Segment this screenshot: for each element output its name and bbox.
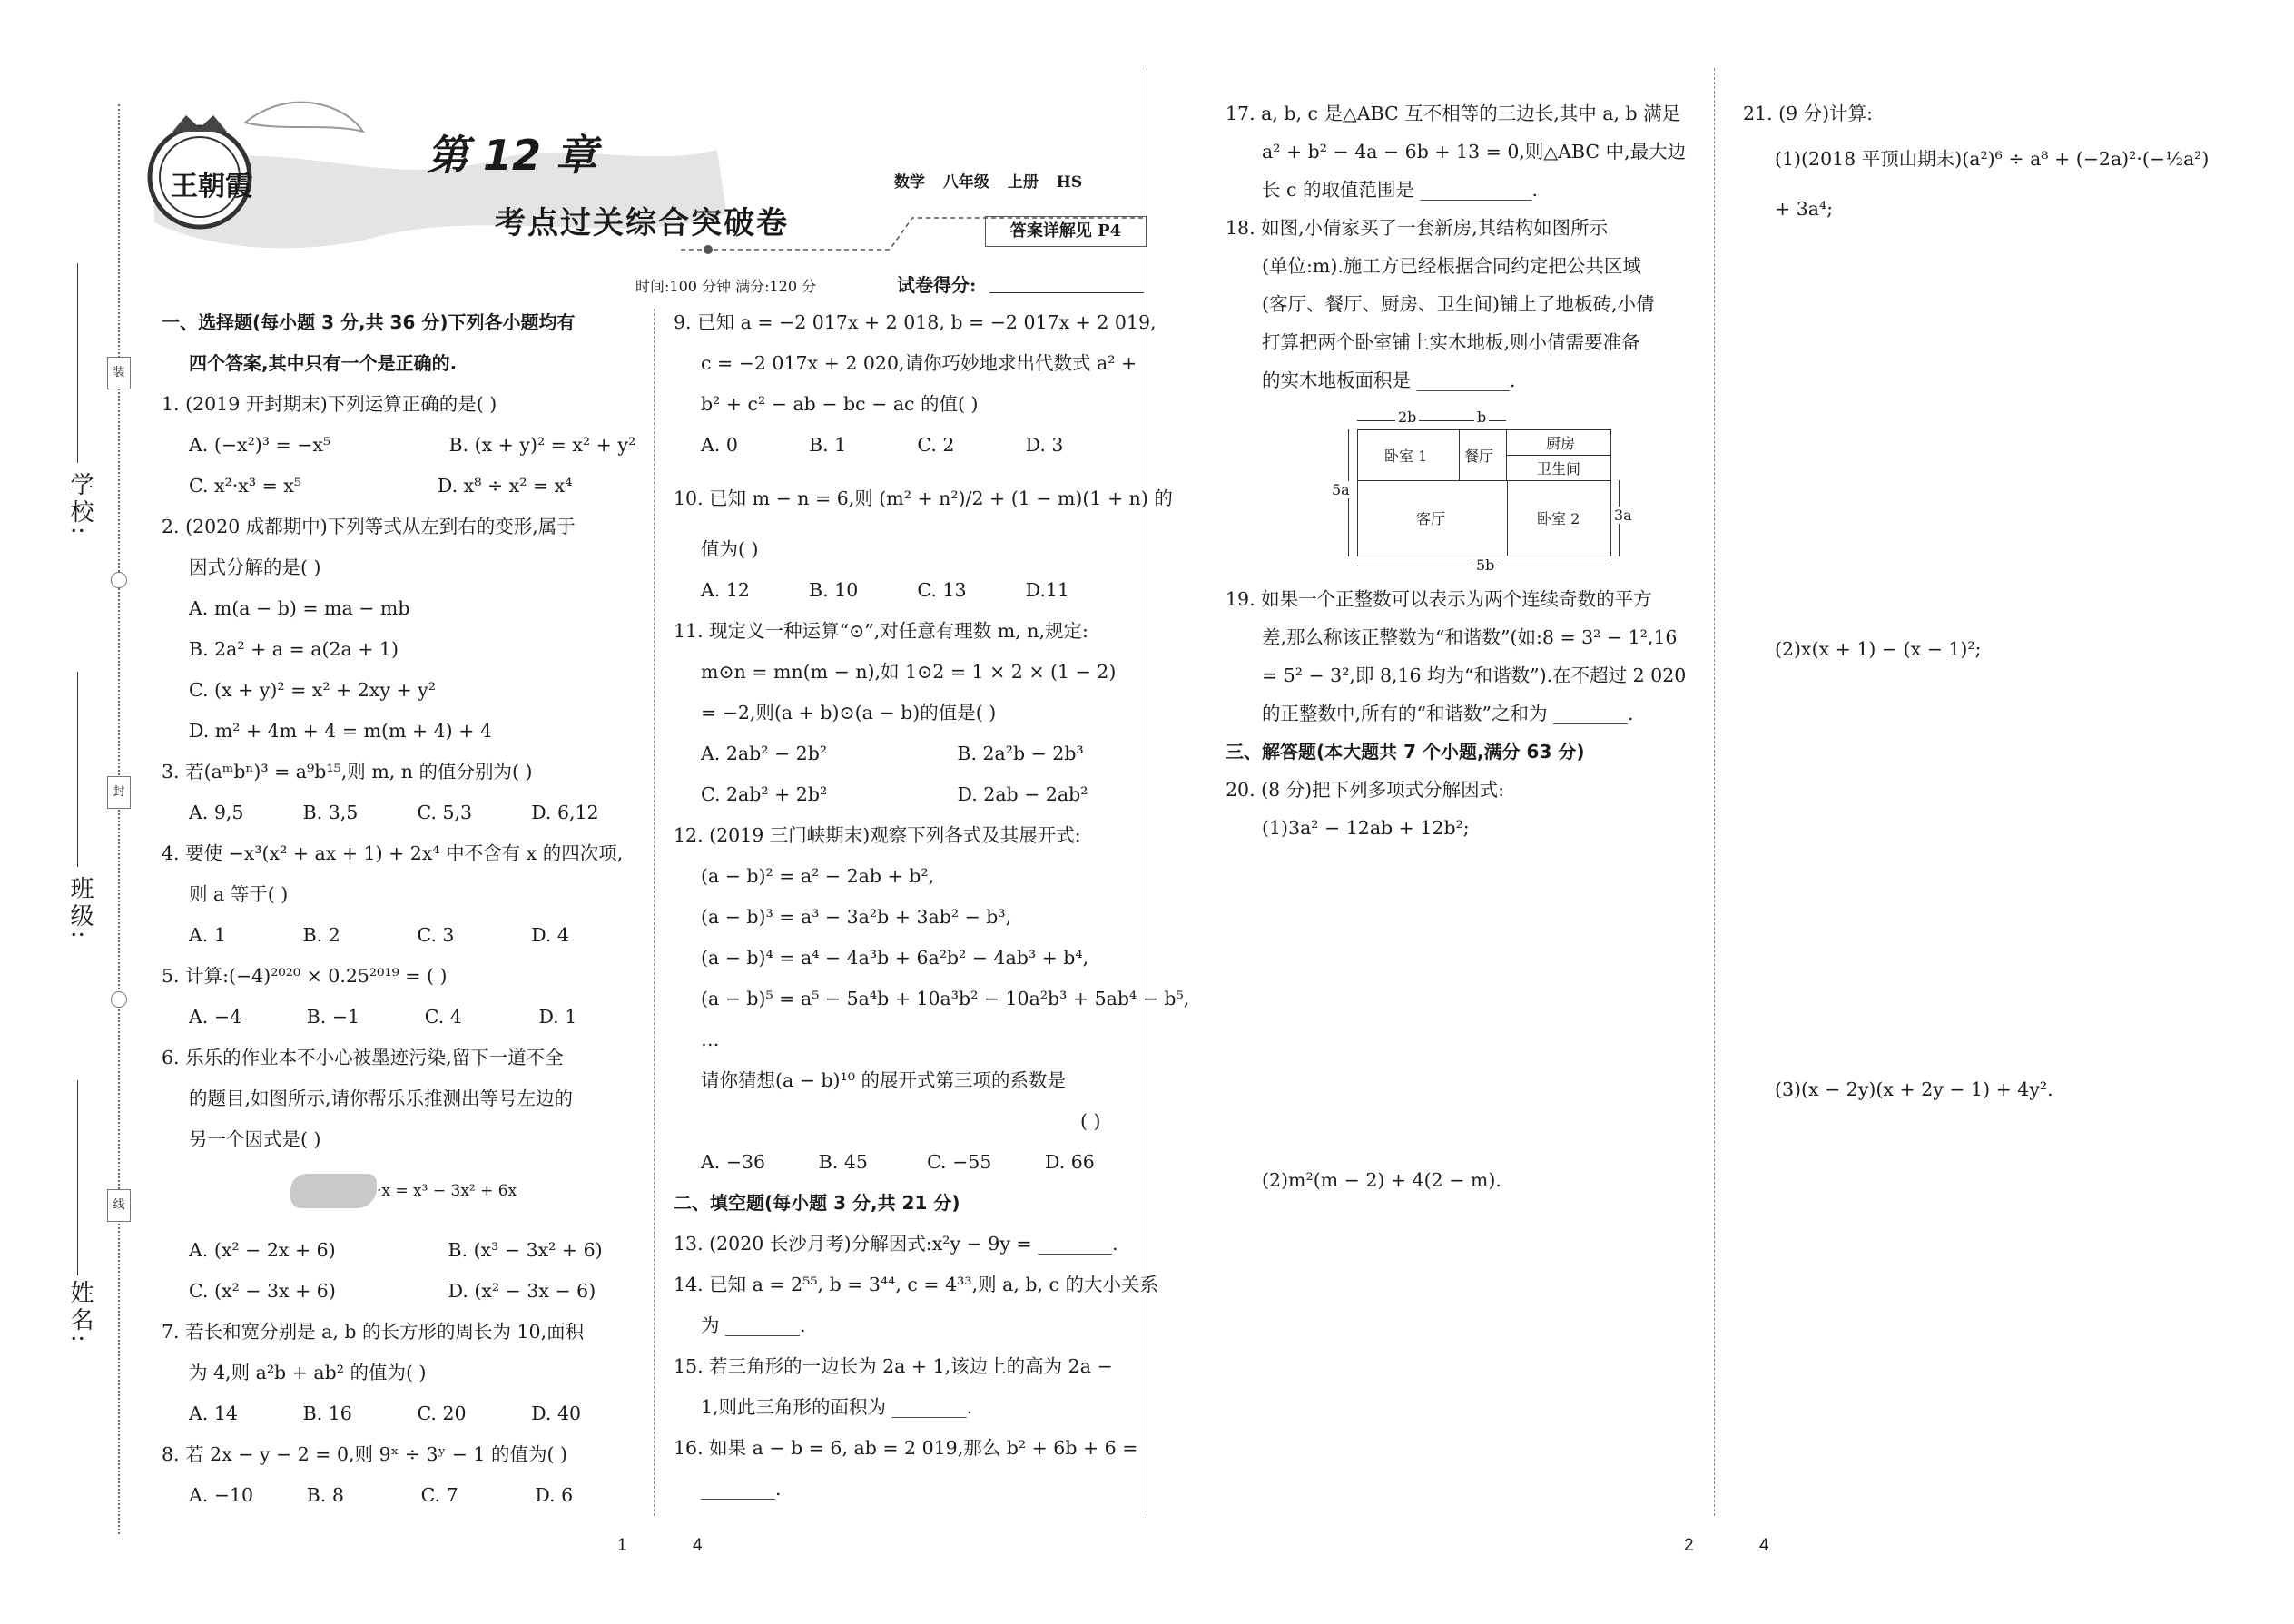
score-blank[interactable] (989, 292, 1144, 293)
answer-bracket: ( ) (1080, 1110, 1101, 1132)
expansion-line: … (701, 1029, 720, 1050)
question-text: 为 ________. (701, 1314, 806, 1336)
question-text: 的正整数中,所有的“和谐数”之和为 ________. (1262, 703, 1634, 724)
binding-hole (111, 991, 127, 1008)
question-text: 另一个因式是( ) (189, 1128, 321, 1150)
question-text: 13. (2020 长沙月考)分解因式:x²y − 9y = ________. (674, 1233, 1118, 1255)
question-text: 7. 若长和宽分别是 a, b 的长方形的周长为 10,面积 (162, 1321, 585, 1343)
subject-tags: 数学 八年级 上册 HS (894, 173, 1083, 192)
question-text: 长 c 的取值范围是 ____________. (1262, 179, 1539, 201)
dimension-label: 2b (1395, 408, 1419, 426)
class-label: 班级: (66, 876, 94, 942)
answer-options: A. −36 B. 45 C. −55 D. 66 (701, 1151, 1095, 1173)
dimension-label: b (1474, 408, 1489, 426)
room-label: 卫生间 (1537, 460, 1581, 477)
question-text: (2)m²(m − 2) + 4(2 − m). (1262, 1169, 1501, 1191)
name-blank[interactable] (77, 1080, 78, 1275)
question-text: 8. 若 2x − y − 2 = 0,则 9ˣ ÷ 3ʸ − 1 的值为( ) (162, 1443, 567, 1465)
question-text: ________. (701, 1478, 782, 1500)
room-label: 卧室 1 (1384, 448, 1428, 465)
floor-plan-figure (1332, 408, 1639, 576)
question-text: 11. 现定义一种运算“⊙”,对任意有理数 m, n,规定: (674, 620, 1088, 642)
expansion-line: (a − b)² = a² − 2ab + b², (701, 865, 935, 887)
answer-options: A. 12 B. 10 C. 13 D.11 (701, 579, 1069, 601)
question-text: b² + c² − ab − bc − ac 的值( ) (701, 393, 979, 415)
answer-options: A. 2ab² − 2b² B. 2a²b − 2b³ (701, 743, 1084, 764)
question-text: 1,则此三角形的面积为 ________. (701, 1396, 973, 1418)
question-text: 9. 已知 a = −2 017x + 2 018, b = −2 017x + 2 019, (674, 311, 1157, 333)
answer-options: A. 9,5 B. 3,5 C. 5,3 D. 6,12 (189, 802, 599, 823)
chapter-title: 第 12 章 (427, 131, 598, 180)
question-text: = 5² − 3²,即 8,16 均为“和谐数”).在不超过 2 020 (1262, 664, 1687, 686)
question-text: 的题目,如图所示,请你帮乐乐推测出等号左边的 (189, 1088, 574, 1109)
question-text: 5. 计算:(−4)²⁰²⁰ × 0.25²⁰¹⁹ = ( ) (162, 965, 448, 987)
answer-options: A. (x² − 2x + 6) B. (x³ − 3x² + 6) (189, 1239, 603, 1261)
question-text: (客厅、餐厅、厨房、卫生间)铺上了地板砖,小倩 (1262, 293, 1655, 315)
room-label: 厨房 (1546, 435, 1576, 452)
column-divider (1714, 68, 1715, 1516)
answer-reference: 答案详解见 P4 (985, 216, 1147, 247)
dimension-label: 5b (1473, 556, 1497, 574)
question-text: (2)x(x + 1) − (x − 1)²; (1775, 638, 1982, 660)
seal-stamp: 封 (107, 776, 131, 809)
column-divider (654, 309, 655, 1516)
section-heading: 四个答案,其中只有一个是正确的. (189, 352, 458, 374)
question-text: 16. 如果 a − b = 6, ab = 2 019,那么 b² + 6b + 6 = (674, 1437, 1138, 1459)
question-text: 值为( ) (701, 538, 759, 560)
question-text: 4. 要使 −x³(x² + ax + 1) + 2x⁴ 中不含有 x 的四次项, (162, 842, 624, 864)
name-label: 姓名: (66, 1280, 94, 1346)
seal-stamp: 线 (107, 1189, 131, 1222)
question-figure: ·x = x³ − 3x² + 6x (377, 1182, 517, 1200)
dimension-label: 3a (1614, 507, 1632, 524)
question-text: 18. 如图,小倩家买了一套新房,其结构如图所示 (1226, 217, 1609, 239)
answer-options: D. m² + 4m + 4 = m(m + 4) + 4 (189, 720, 492, 742)
answer-options: A. −4 B. −1 C. 4 D. 1 (189, 1006, 577, 1028)
dimension-label: 5a (1332, 481, 1350, 498)
expansion-line: (a − b)³ = a³ − 3a²b + 3ab² − b³, (701, 906, 1012, 928)
question-text: 差,那么称该正整数为“和谐数”(如:8 = 3² − 1²,16 (1262, 626, 1678, 648)
school-blank[interactable] (77, 263, 78, 463)
room-label: 餐厅 (1464, 448, 1494, 465)
answer-options: A. 0 B. 1 C. 2 D. 3 (701, 434, 1064, 456)
answer-options: A. m(a − b) = ma − mb (189, 597, 410, 619)
answer-options: C. (x² − 3x + 6) D. (x² − 3x − 6) (189, 1280, 596, 1302)
expansion-line: (a − b)⁴ = a⁴ − 4a³b + 6a²b² − 4ab³ + b⁴, (701, 947, 1089, 969)
question-text: c = −2 017x + 2 020,请你巧妙地求出代数式 a² + (701, 352, 1137, 374)
question-text: 打算把两个卧室铺上实木地板,则小倩需要准备 (1262, 331, 1640, 353)
expansion-line: (a − b)⁵ = a⁵ − 5a⁴b + 10a³b² − 10a²b³ + 5ab⁴ − b⁵, (701, 988, 1190, 1009)
room-label: 卧室 2 (1537, 510, 1580, 527)
section-heading: 三、解答题(本大题共 7 个小题,满分 63 分) (1226, 741, 1585, 763)
question-text: (单位:m).施工方已经根据合同约定把公共区域 (1262, 255, 1641, 277)
question-text: = −2,则(a + b)⊙(a − b)的值是( ) (701, 702, 997, 723)
answer-options: C. x²·x³ = x⁵ D. x⁸ ÷ x² = x⁴ (189, 475, 573, 497)
question-text: a² + b² − 4a − 6b + 13 = 0,则△ABC 中,最大边 (1262, 141, 1687, 162)
question-text: 1. (2019 开封期末)下列运算正确的是( ) (162, 393, 497, 415)
school-label: 学校: (66, 472, 94, 538)
section-heading: 二、填空题(每小题 3 分,共 21 分) (674, 1192, 960, 1214)
page-number: 2 (1684, 1536, 1694, 1555)
question-text: (1)(2018 平顶山期末)(a²)⁶ ÷ a⁸ + (−2a)²·(−½a²) (1775, 148, 2210, 170)
binding-line (118, 104, 120, 1534)
answer-options: A. (−x²)³ = −x⁵ B. (x + y)² = x² + y² (189, 434, 636, 456)
logo-text: 王朝霞 (171, 171, 252, 202)
page-number: 4 (1759, 1536, 1769, 1555)
class-blank[interactable] (77, 672, 78, 867)
answer-options: C. 2ab² + 2b² D. 2ab − 2ab² (701, 783, 1088, 805)
question-text: 17. a, b, c 是△ABC 互不相等的三边长,其中 a, b 满足 (1226, 103, 1681, 124)
question-text: 因式分解的是( ) (189, 556, 321, 578)
answer-options: C. (x + y)² = x² + 2xy + y² (189, 679, 436, 701)
page-number: 1 (617, 1536, 627, 1555)
question-text: 的实木地板面积是 __________. (1262, 369, 1516, 391)
exam-title: 考点过关综合突破卷 (495, 205, 789, 241)
question-text: 请你猜想(a − b)¹⁰ 的展开式第三项的系数是 (701, 1069, 1067, 1091)
question-text: + 3a⁴; (1775, 198, 1834, 220)
answer-options: A. −10 B. 8 C. 7 D. 6 (189, 1484, 574, 1506)
room-label: 客厅 (1416, 510, 1446, 527)
question-text: 则 a 等于( ) (189, 883, 289, 905)
question-text: 14. 已知 a = 2⁵⁵, b = 3⁴⁴, c = 4³³,则 a, b, c 的大小关系 (674, 1274, 1159, 1295)
question-text: (1)3a² − 12ab + 12b²; (1262, 817, 1470, 839)
seal-stamp: 装 (107, 357, 131, 389)
question-text: 2. (2020 成都期中)下列等式从左到右的变形,属于 (162, 516, 576, 537)
binding-hole (111, 572, 127, 588)
page-number: 4 (693, 1536, 703, 1555)
question-text: (3)(x − 2y)(x + 2y − 1) + 4y². (1775, 1078, 2053, 1100)
answer-options: B. 2a² + a = a(2a + 1) (189, 638, 399, 660)
answer-options: A. 1 B. 2 C. 3 D. 4 (189, 924, 569, 946)
section-heading: 一、选择题(每小题 3 分,共 36 分)下列各小题均有 (162, 311, 576, 333)
ink-stain (290, 1174, 377, 1208)
answer-options: A. 14 B. 16 C. 20 D. 40 (189, 1403, 582, 1424)
question-text: 10. 已知 m − n = 6,则 (m² + n²)/2 + (1 − m)(1 + n) 的 (674, 487, 1173, 509)
question-text: 6. 乐乐的作业本不小心被墨迹污染,留下一道不全 (162, 1047, 564, 1068)
question-text: 12. (2019 三门峡期末)观察下列各式及其展开式: (674, 824, 1081, 846)
question-text: 15. 若三角形的一边长为 2a + 1,该边上的高为 2a − (674, 1355, 1113, 1377)
question-text: 20. (8 分)把下列多项式分解因式: (1226, 779, 1505, 801)
question-text: 为 4,则 a²b + ab² 的值为( ) (189, 1362, 427, 1383)
score-label: 试卷得分: (897, 274, 977, 296)
question-text: m⊙n = mn(m − n),如 1⊙2 = 1 × 2 × (1 − 2) (701, 661, 1117, 683)
question-text: 19. 如果一个正整数可以表示为两个连续奇数的平方 (1226, 588, 1652, 610)
question-text: 21. (9 分)计算: (1743, 103, 1874, 124)
question-text: 3. 若(aᵐbⁿ)³ = a⁹b¹⁵,则 m, n 的值分别为( ) (162, 761, 533, 782)
time-score: 时间:100 分钟 满分:120 分 (635, 278, 817, 295)
